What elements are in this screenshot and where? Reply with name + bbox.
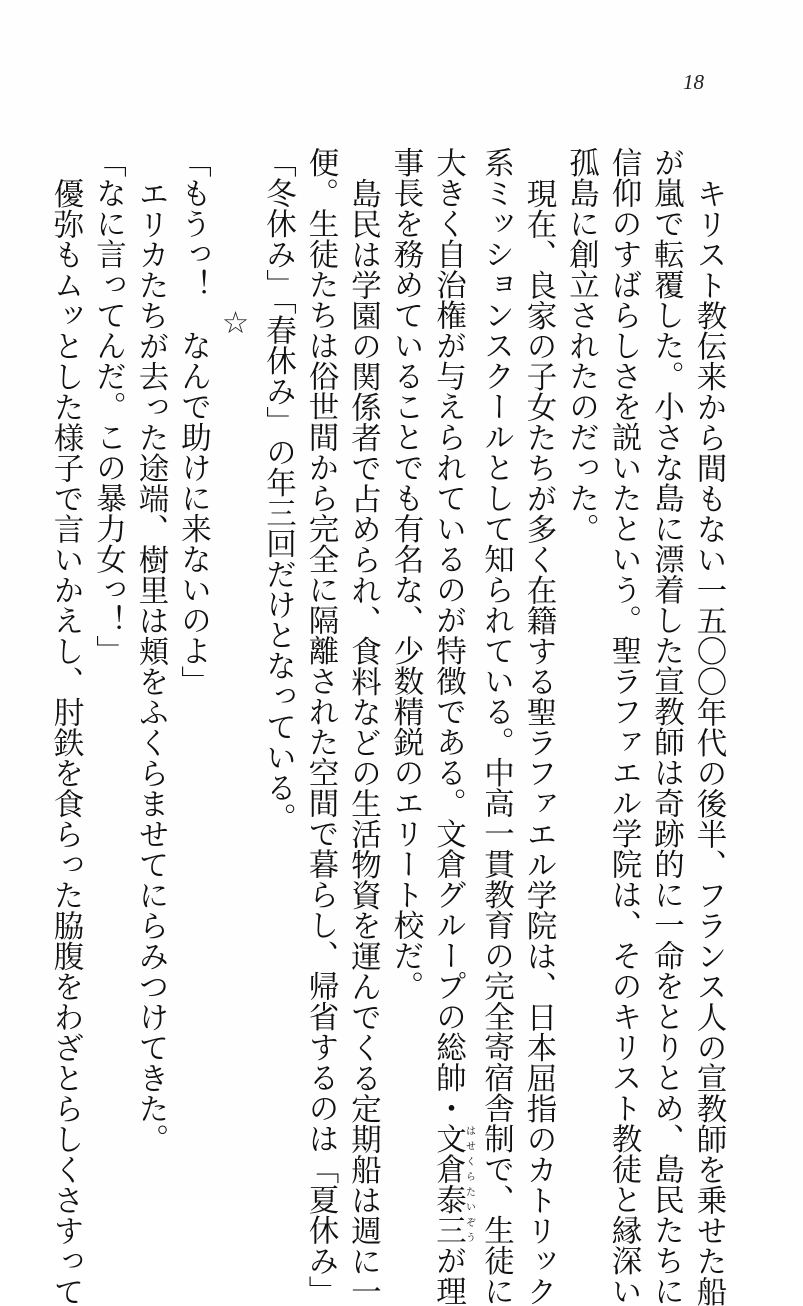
- text-line: 「冬休み」「春休み」の年三回だけとなっている。: [260, 147, 296, 834]
- dialogue-line: 「なに言ってんだ。この暴力女っ！」: [90, 147, 126, 666]
- dialogue-line: 「もうっ！ なんで助けに来ないのよ」: [175, 147, 211, 696]
- dialogue-line: 優弥もムッとした様子で言いかえし、肘鉄を食らった脇腹をわざとらしくさすって: [48, 177, 83, 1306]
- text-line: 現在、良家の子女たちが多く在籍する聖ラファエル学院は、日本屈指のカトリック: [521, 177, 556, 1306]
- star-separator-icon: ☆: [218, 305, 253, 341]
- text-line: 便。生徒たちは俗世間から完全に隔離された空間で暮らし、帰省するのは「夏休み」: [303, 147, 338, 1306]
- text-line: が嵐で転覆した。小さな島に漂着した宣教師は奇跡的に一命をとりとめ、島民たちに: [648, 147, 684, 1306]
- text-line: 大きく自治権が与えられているのが特徴である。文倉グループの総帥・文倉泰三はせくらたいぞうが理: [430, 147, 475, 1306]
- text-line: 系ミッションスクールとして知られている。中高一貫教育の完全寄宿舎制で、生徒に: [478, 147, 514, 1306]
- section-separator: [214, 147, 257, 1092]
- text-line: 事長を務めていることでも有名な、少数精鋭のエリート校だ。: [388, 147, 423, 1001]
- text-line: 島民は学園の関係者で占められ、食料などの生活物資を運んでくる定期船は週に一: [345, 177, 381, 1306]
- ruby-annotation: 文倉泰三はせくらたいぞう: [430, 1123, 475, 1245]
- vertical-body-text: [44, 147, 730, 1306]
- dialogue-line: エリカたちが去った途端、樹里は頬をふくらませてにらみつけてきた。: [133, 177, 168, 1154]
- text-line: キリスト教伝来から間もない一五〇〇年代の後半、フランス人の宣教師を乗せた船: [691, 177, 726, 1306]
- page-number: 18: [683, 70, 704, 94]
- text-line: 信仰のすばらしさを説いたという。聖ラファエル学院は、そのキリスト教徒と縁深い: [606, 147, 641, 1306]
- text-line: 孤島に創立されたのだった。: [563, 147, 599, 544]
